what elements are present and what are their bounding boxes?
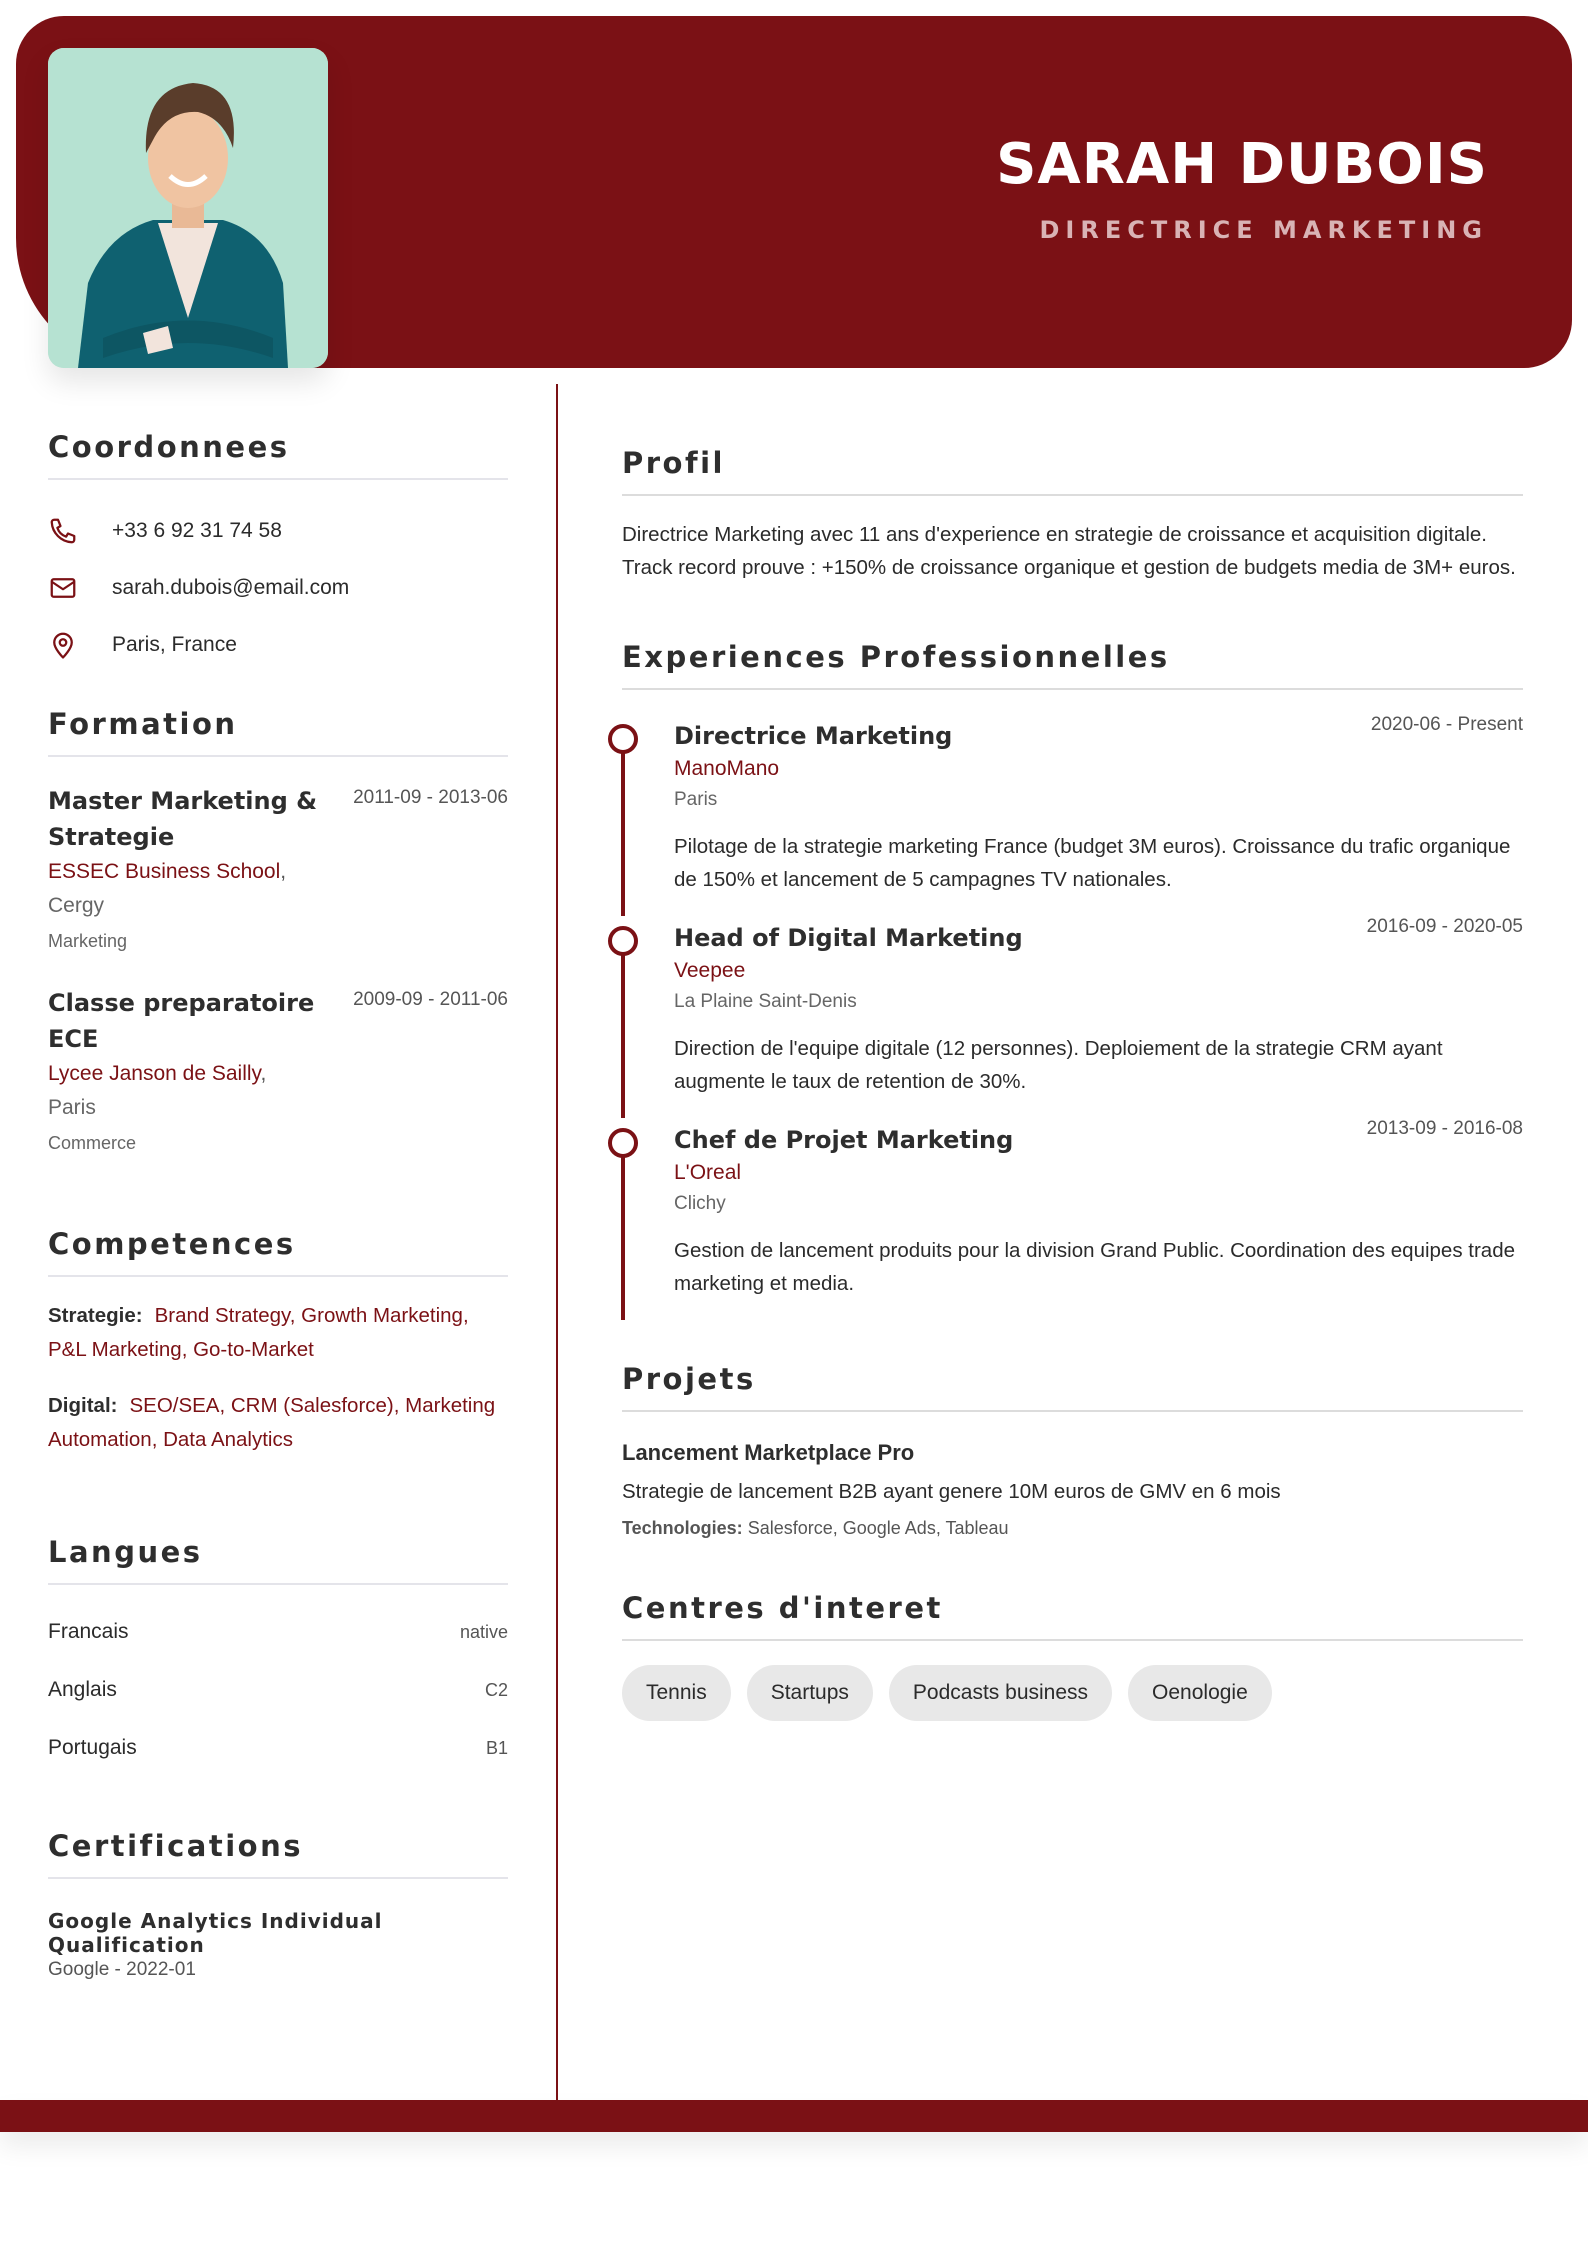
timeline-dot-icon	[608, 1128, 638, 1158]
education-section	[48, 707, 508, 1161]
interest-tag: Oenologie	[1128, 1665, 1272, 1721]
contact-email[interactable]	[48, 559, 508, 616]
education-degree: Master Marketing & Strategie	[48, 787, 318, 851]
experience-role: Chef de Projet Marketing	[674, 1126, 1014, 1154]
column-divider	[556, 384, 558, 2100]
education-dates: 2011-09 - 2013-06	[353, 787, 508, 808]
section-title-experience: Experiences Professionnelles	[622, 640, 1523, 690]
certification-meta: Google - 2022-01	[48, 1959, 196, 1980]
map-pin-icon	[48, 630, 112, 660]
certifications-section	[48, 1829, 508, 1981]
timeline-line	[621, 948, 625, 1118]
timeline-line	[621, 746, 625, 916]
experience-timeline	[622, 714, 1523, 1320]
education-city: Cergy	[48, 894, 105, 917]
timeline-line	[621, 1150, 625, 1320]
skills-section	[48, 1227, 508, 1457]
projects-section	[622, 1362, 1523, 1539]
education-field: Commerce	[48, 1133, 137, 1153]
experience-company: ManoMano	[674, 757, 780, 780]
language-level: B1	[485, 1737, 508, 1758]
timeline-dot-icon	[608, 724, 638, 754]
contact-section	[48, 430, 508, 673]
language-item	[48, 1603, 508, 1661]
language-name: Portugais	[48, 1736, 137, 1759]
interest-tags	[622, 1665, 1523, 1721]
education-dates: 2009-09 - 2011-06	[353, 989, 508, 1010]
experience-company: L'Oreal	[674, 1161, 742, 1184]
experience-item	[622, 916, 1523, 1118]
project-tech-list: Salesforce, Google Ads, Tableau	[747, 1518, 1009, 1538]
experience-dates: 2013-09 - 2016-08	[1366, 1118, 1523, 1139]
skill-items: Brand Strategy, Growth Marketing, P&L Marketing, Go-to-Market	[48, 1304, 469, 1361]
section-title-certifications: Certifications	[48, 1829, 508, 1879]
contact-phone-value: +33 6 92 31 74 58	[112, 518, 282, 542]
experience-location: La Plaine Saint-Denis	[674, 991, 857, 1012]
skill-category: Strategie:	[48, 1304, 143, 1327]
languages-section	[48, 1535, 508, 1777]
skill-items: SEO/SEA, CRM (Salesforce), Marketing Automation, Data Analytics	[48, 1394, 496, 1451]
section-title-projects: Projets	[622, 1362, 1523, 1412]
section-title-contact: Coordonnees	[48, 430, 508, 480]
skill-group	[48, 1299, 508, 1367]
experience-description: Gestion de lancement produits pour la division Grand Public. Coordination des equipes trade marketing et media.	[674, 1239, 1516, 1295]
profile-photo	[48, 48, 328, 368]
education-item	[48, 783, 508, 959]
language-level: C2	[484, 1679, 508, 1700]
profile-section	[622, 446, 1523, 584]
education-item	[48, 985, 508, 1161]
phone-icon	[48, 516, 112, 546]
interest-tag: Startups	[747, 1665, 873, 1721]
section-title-interests: Centres d'interet	[622, 1591, 1523, 1641]
education-degree: Classe preparatoire ECE	[48, 989, 315, 1053]
project-description: Strategie de lancement B2B ayant genere 10M euros de GMV en 6 mois	[622, 1480, 1281, 1503]
section-title-languages: Langues	[48, 1535, 508, 1585]
profile-summary: Directrice Marketing avec 11 ans d'experience en strategie de croissance et acquisition digitale. Track record prouve : +150% de croissance organique et gestion de budgets media de 3M+ euros.	[622, 523, 1516, 579]
certification-name: Google Analytics Individual Qualification	[48, 1909, 383, 1957]
interest-tag: Podcasts business	[889, 1665, 1112, 1721]
project-name: Lancement Marketplace Pro	[622, 1440, 915, 1465]
education-city: Paris	[48, 1096, 96, 1119]
experience-item	[622, 1118, 1523, 1320]
candidate-title: DIRECTRICE MARKETING	[1039, 216, 1488, 244]
project-technologies	[622, 1518, 1523, 1539]
main-content	[622, 446, 1523, 1721]
interest-tag: Tennis	[622, 1665, 731, 1721]
portrait-image	[48, 48, 328, 368]
skill-group	[48, 1389, 508, 1457]
experience-company: Veepee	[674, 959, 746, 982]
contact-email-value: sarah.dubois@email.com	[112, 575, 350, 599]
experience-dates: 2016-09 - 2020-05	[1366, 916, 1523, 937]
experience-section	[622, 640, 1523, 1320]
experience-dates: 2020-06 - Present	[1370, 714, 1523, 735]
experience-description: Direction de l'equipe digitale (12 personnes). Deploiement de la strategie CRM ayant augmente le taux de retention de 30%.	[674, 1037, 1443, 1093]
experience-role: Head of Digital Marketing	[674, 924, 1023, 952]
contact-location	[48, 616, 508, 673]
experience-location: Paris	[674, 789, 718, 810]
experience-description: Pilotage de la strategie marketing France (budget 3M euros). Croissance du trafic organique de 150% et lancement de 5 campagnes TV nationales.	[674, 835, 1511, 891]
sidebar	[48, 430, 508, 1981]
language-name: Francais	[48, 1620, 129, 1643]
skill-category: Digital:	[48, 1394, 118, 1417]
footer-bar	[0, 2100, 1588, 2132]
section-title-skills: Competences	[48, 1227, 508, 1277]
contact-location-value: Paris, France	[112, 632, 237, 656]
section-title-profile: Profil	[622, 446, 1523, 496]
education-school: Lycee Janson de Sailly,	[48, 1062, 267, 1085]
timeline-dot-icon	[608, 926, 638, 956]
language-level: native	[459, 1621, 508, 1642]
project-tech-label: Technologies:	[622, 1518, 743, 1538]
language-item	[48, 1719, 508, 1777]
language-name: Anglais	[48, 1678, 117, 1701]
mail-icon	[48, 573, 112, 603]
section-title-education: Formation	[48, 707, 508, 757]
experience-item	[622, 714, 1523, 916]
experience-location: Clichy	[674, 1193, 726, 1214]
language-item	[48, 1661, 508, 1719]
experience-role: Directrice Marketing	[674, 722, 953, 750]
candidate-name: SARAH DUBOIS	[996, 132, 1488, 197]
contact-phone[interactable]	[48, 502, 508, 559]
interests-section	[622, 1591, 1523, 1721]
education-field: Marketing	[48, 931, 128, 951]
education-school: ESSEC Business School,	[48, 860, 287, 883]
